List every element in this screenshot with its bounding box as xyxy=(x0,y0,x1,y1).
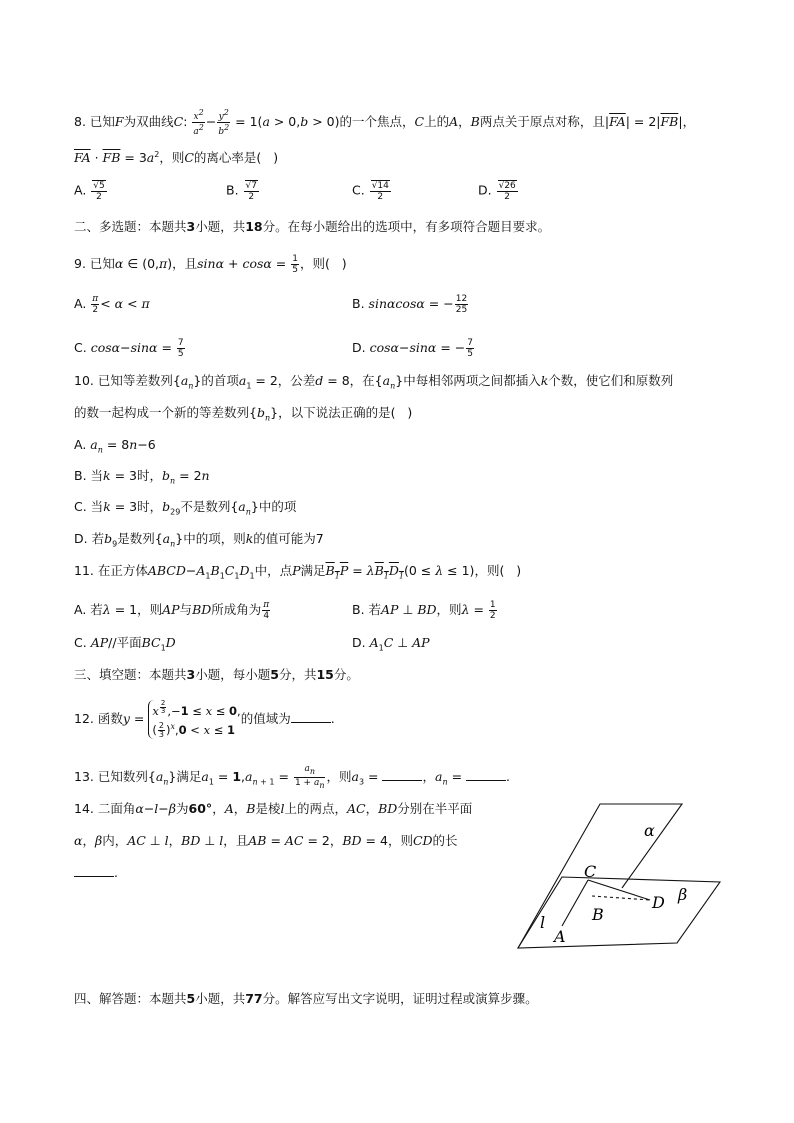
label-a: A xyxy=(554,927,566,946)
q13: 13. 已知数列$\{a_n\}$满足$a_1 = 1,a_{n + 1}$ = $\frac{a_n}{1 + a_n}$ ，则$a_3$ = ，$a_n$ = . xyxy=(74,764,510,790)
label-l: l xyxy=(540,913,546,932)
q10-option-a: A. $a_n = 8n-6$ xyxy=(74,437,156,455)
q9-option-d: D. cosα−sinα = − $\frac{7}{5}$ xyxy=(352,338,473,359)
q11-option-d: D. $A_1C$ ⊥ AP xyxy=(352,635,430,653)
q9-stem: 9. 已知α ∈ (0,π)，且sinα + cosα = $\frac{1}{5}$ ，则( ) xyxy=(74,254,347,275)
label-b: B xyxy=(592,905,604,924)
section3-heading: 三、填空题：本题共3小题，每小题5分，共15分。 xyxy=(74,667,359,682)
q8-line2: $\overline{FA} \cdot \overline{FB} = 3a^2$，则C的离心率是( ) xyxy=(74,150,279,166)
q14-line3: . xyxy=(74,864,118,882)
segment-cd xyxy=(588,880,650,900)
q10-line1: 10. 已知等差数列$\{a_n\}$的首项$a_1 = 2$，公差d = 8，在$\{a_n\}$中每相邻两项之间都插入k个数，使它们和原数列 xyxy=(74,373,674,391)
segment-ac xyxy=(562,880,588,926)
q10-option-b: B. 当k = 3时，$b_n = 2n$ xyxy=(74,468,210,486)
q11-stem: 11. 在正方体$ABCD-A_1B_1C_1D_1$中，点P满足$B_1P = \lambda B_1D_1(0 \le \lambda \le 1)$，则( ) xyxy=(74,563,522,581)
q8-line1: 8. 已知F为双曲线C: $\frac{x^2}{a^2}$ − $\frac{y^2}{b^2}$ = 1(a > 0,b > 0)的一个焦点，C上的A，B两点关于原点对称，且$|\overline{FA}| = 2|\overline{FB}|$， xyxy=(74,108,696,137)
q8-option-b: B. $\frac{√7}{2}$ xyxy=(226,181,257,202)
section2-heading: 二、多选题：本题共3小题，共18分。在每小题给出的选项中，有多项符合题目要求。 xyxy=(74,219,551,234)
q10-line2: 的数一起构成一个新的等差数列$\{b_n\}$，以下说法正确的是( ) xyxy=(74,405,413,423)
q10-option-d: D. 若$b_9$是数列$\{a_n\}$中的项，则k的值可能为7 xyxy=(74,531,324,549)
q9-option-b: B. sinαcosα = − $\frac{12}{25}$ xyxy=(352,294,468,315)
label-beta: β xyxy=(678,885,688,904)
plane-beta xyxy=(518,877,720,948)
q11-option-b: B. 若AP ⊥ BD，则λ = $\frac{1}{2}$ xyxy=(352,600,496,621)
section4-heading: 四、解答题：本题共5小题，共77分。解答应写出文字说明，证明过程或演算步骤。 xyxy=(74,991,538,1006)
q8-line2-text xyxy=(0,0,1,1)
q9-option-a: A. $\frac{\pi}{2}$ < α < π xyxy=(74,294,150,315)
label-d: D xyxy=(652,893,665,912)
q11-option-c: C. AP//平面$BC_1D$ xyxy=(74,635,176,653)
q14-line2: α，β内，AC ⊥ l，BD ⊥ l，且AB = AC = 2，BD = 4，则CD的长 xyxy=(74,833,458,848)
q9-option-c: C. cosα−sinα = $\frac{7}{5}$ xyxy=(74,338,184,359)
label-c: C xyxy=(584,862,597,881)
q12: 12. 函数y = x $^{\frac{2}{3}}$ ,−1 ≤ x ≤ 0, ( $\frac{2}{3}$ )$^x$,0 < x ≤ 1的值域为 . xyxy=(74,699,335,739)
q8-option-d: D. $\frac{√26}{2}$ xyxy=(478,181,516,202)
q8-option-a: A. $\frac{√5}{2}$ xyxy=(74,181,105,202)
label-alpha: α xyxy=(644,821,655,840)
q10-option-c: C. 当k = 3时，$b_{29}$不是数列$\{a_n\}$中的项 xyxy=(74,499,297,517)
q8-option-c: C. $\frac{√14}{2}$ xyxy=(352,181,389,202)
q14-line1: 14. 二面角α−l−β为60°，A，B是棱l上的两点，AC，BD分别在半平面 xyxy=(74,801,473,816)
q11-option-a: A. 若λ = 1，则AP与BD所成角为 $\frac{\pi}{4}$ xyxy=(74,600,270,621)
dihedral-figure xyxy=(510,800,726,950)
segment-bd xyxy=(592,896,650,900)
